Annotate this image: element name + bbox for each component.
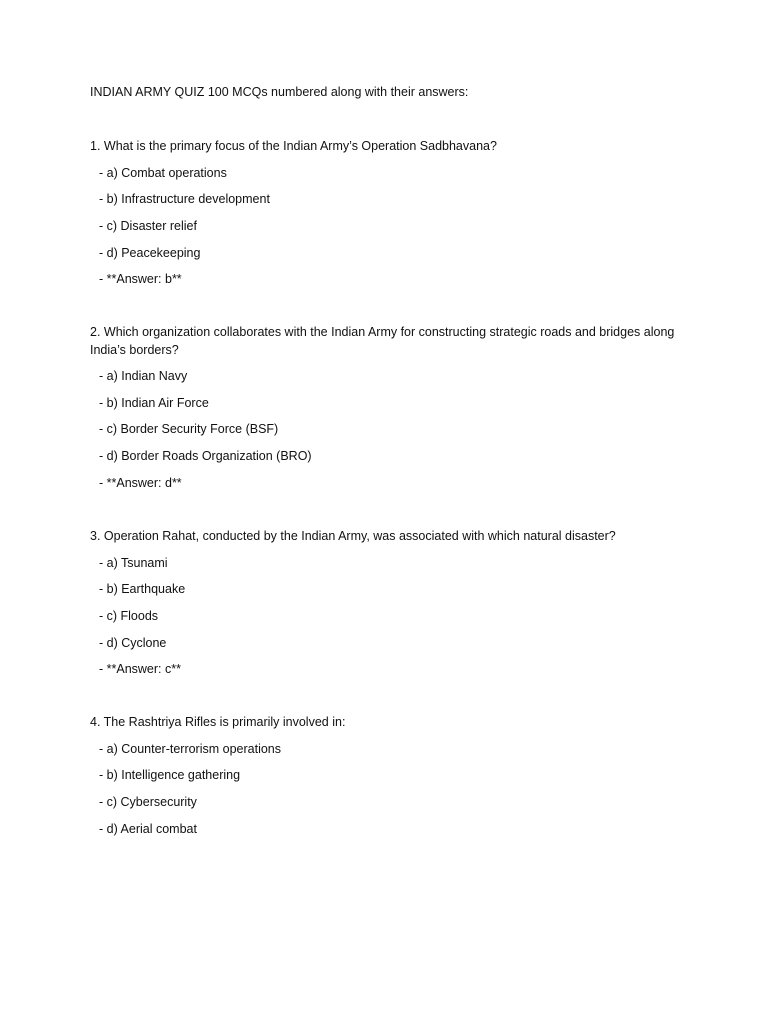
option-b: - b) Infrastructure development <box>99 192 270 207</box>
option-b: - b) Intelligence gathering <box>99 768 241 783</box>
option-d: - d) Cyclone <box>99 635 167 650</box>
question-4 <box>90 714 680 847</box>
option-c: - c) Cybersecurity <box>99 794 197 809</box>
question-text: 4. The Rashtriya Rifles is primarily involved in: <box>90 715 346 729</box>
question-3 <box>90 528 680 688</box>
option-c: - c) Floods <box>99 608 159 623</box>
option-b: - b) Earthquake <box>99 582 186 597</box>
answer-line: - **Answer: b** <box>99 272 182 287</box>
option-list <box>90 368 680 501</box>
option-list <box>90 555 680 688</box>
option-b: - b) Indian Air Force <box>99 395 209 410</box>
option-a: - a) Combat operations <box>99 165 227 180</box>
option-a: - a) Tsunami <box>99 555 168 570</box>
option-list <box>90 741 680 848</box>
option-c: - c) Border Security Force (BSF) <box>99 422 279 437</box>
option-d: - d) Aerial combat <box>99 821 197 836</box>
answer-line: - **Answer: d** <box>99 475 182 490</box>
option-d: - d) Border Roads Organization (BRO) <box>99 449 312 464</box>
option-d: - d) Peacekeeping <box>99 245 201 260</box>
option-a: - a) Counter-terrorism operations <box>99 741 282 756</box>
answer-line: - **Answer: c** <box>99 662 181 677</box>
option-a: - a) Indian Navy <box>99 369 188 383</box>
option-list <box>90 165 680 298</box>
document-title: INDIAN ARMY QUIZ 100 MCQs numbered along with their answers: <box>90 85 469 99</box>
option-c: - c) Disaster relief <box>99 218 197 233</box>
question-2 <box>90 324 680 501</box>
question-text: 2. Which organization collaborates with the Indian Army for constructing strategic roads and bridges along India’s borders? <box>90 325 675 357</box>
question-1 <box>90 138 680 298</box>
question-text: 3. Operation Rahat, conducted by the Indian Army, was associated with which natural disaster? <box>90 529 616 543</box>
question-text: 1. What is the primary focus of the Indian Army’s Operation Sadbhavana? <box>90 139 497 153</box>
